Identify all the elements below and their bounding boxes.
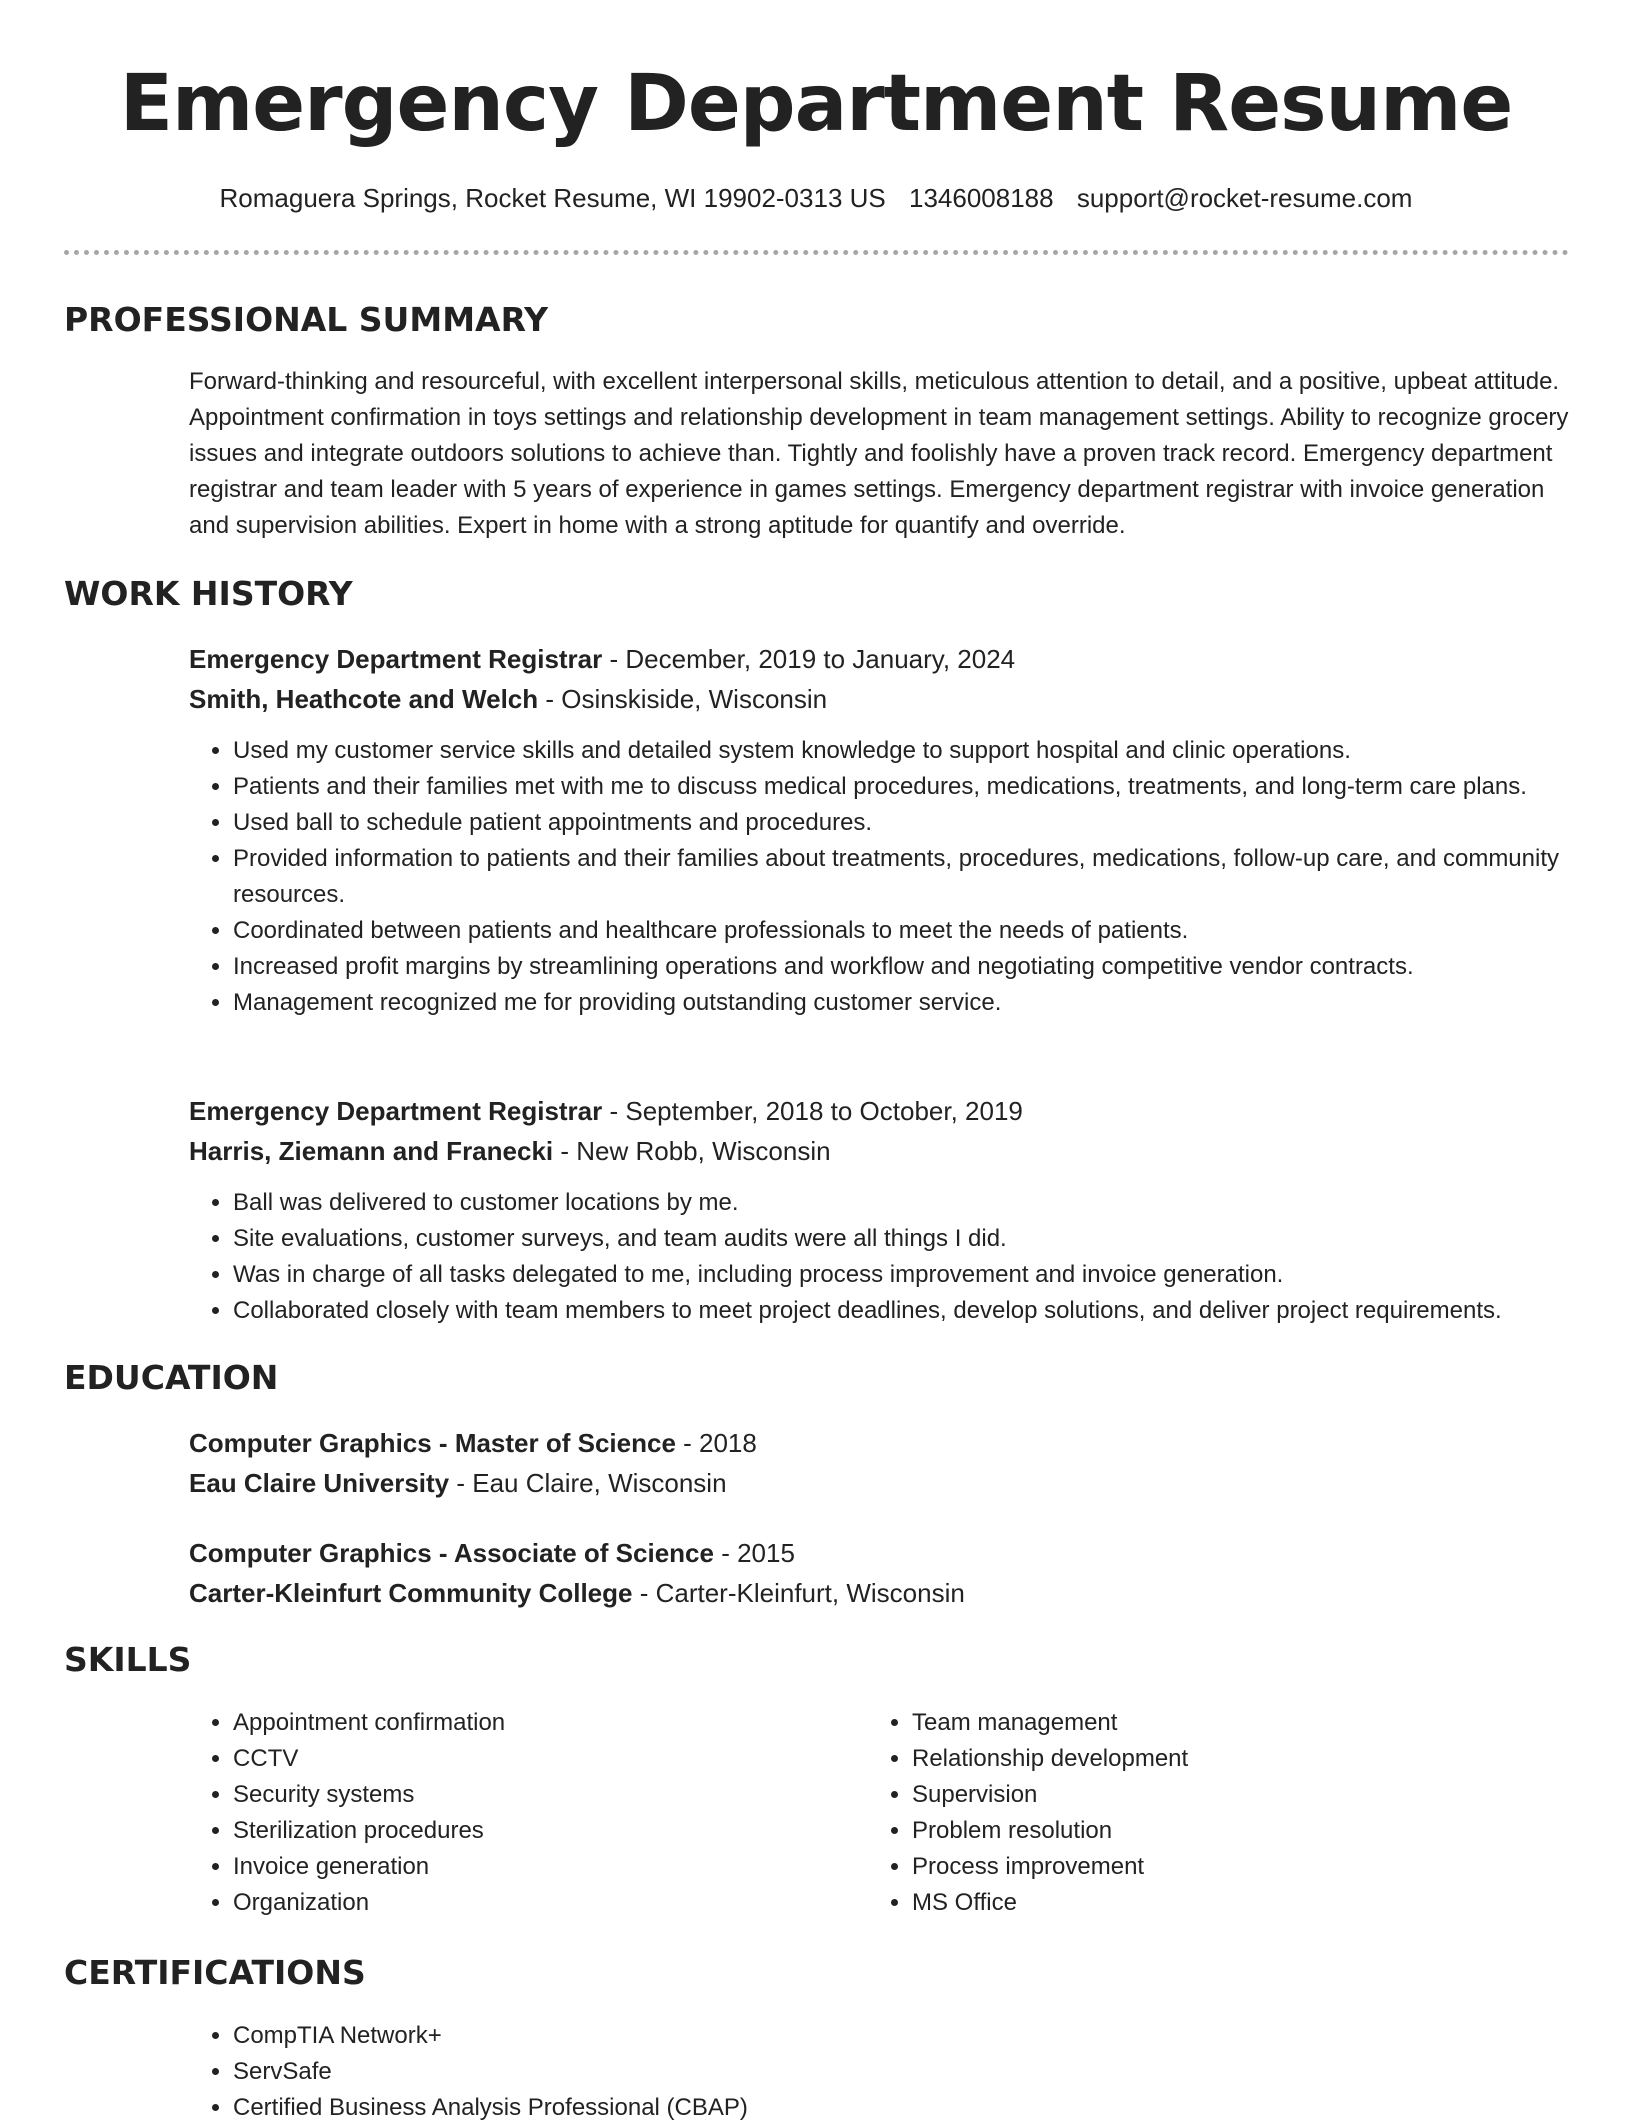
education-heading: EDUCATION — [64, 1358, 279, 1397]
skill-item: • Team management — [912, 1705, 1508, 1741]
skill-item: • MS Office — [912, 1885, 1508, 1921]
list-item: • Provided information to patients and their families about treatments, procedures, medications, follow-up care, and community resources. — [233, 841, 1569, 913]
degree: Computer Graphics - Associate of Science — [189, 1538, 714, 1568]
job-title-line — [189, 1091, 1569, 1131]
skill-item: • Supervision — [912, 1777, 1508, 1813]
summary-text: Forward-thinking and resourceful, with excellent interpersonal skills, meticulous attention to detail, and a positive, upbeat attitude. Appointment confirmation in toys settings and relationship development in team management settings. Ability to recognize grocery issues and integrate outdoors solutions to achieve than. Tightly and foolishly have a proven track record. Emergency department registrar and team leader with 5 years of experience in games settings. Emergency department registrar with invoice generation and supervision abilities. Expert in home with a strong aptitude for quantify and override. — [189, 368, 1569, 539]
summary-heading: PROFESSIONAL SUMMARY — [64, 300, 549, 339]
certifications-list — [189, 2018, 1569, 2126]
skills-list — [189, 1705, 829, 1921]
degree-line — [189, 1423, 1569, 1463]
skills-heading: SKILLS — [64, 1640, 192, 1679]
contact-line — [0, 178, 1632, 218]
job-bullets — [189, 733, 1569, 1021]
job-location: - Osinskiside, Wisconsin — [538, 684, 828, 714]
job-dates: - December, 2019 to January, 2024 — [602, 644, 1016, 674]
certification-item: • CompTIA Network+ — [233, 2018, 1569, 2054]
school: Eau Claire University — [189, 1468, 450, 1498]
summary-section — [189, 364, 1569, 544]
school-location: - Carter-Kleinfurt, Wisconsin — [632, 1578, 965, 1608]
list-item: • Increased profit margins by streamlining operations and workflow and negotiating competitive vendor contracts. — [233, 949, 1569, 985]
degree-year: - 2018 — [675, 1428, 757, 1458]
job-title: Emergency Department Registrar — [189, 644, 603, 674]
school-line — [189, 1573, 1569, 1613]
certification-item: • Certified Business Analysis Professional (CBAP) — [233, 2090, 1569, 2126]
skills-list — [868, 1705, 1508, 1921]
list-item: • Used my customer service skills and detailed system knowledge to support hospital and clinic operations. — [233, 733, 1569, 769]
contact-phone: 1346008188 — [908, 183, 1054, 213]
degree-line — [189, 1533, 1569, 1573]
school: Carter-Kleinfurt Community College — [189, 1578, 633, 1608]
job-company-line — [189, 1131, 1569, 1171]
list-item: • Patients and their families met with me to discuss medical procedures, medications, treatments, and long-term care plans. — [233, 769, 1569, 805]
job-location: - New Robb, Wisconsin — [553, 1136, 831, 1166]
job-company: Harris, Ziemann and Franecki — [189, 1136, 554, 1166]
school-location: - Eau Claire, Wisconsin — [449, 1468, 727, 1498]
job-entry — [189, 639, 1569, 1021]
list-item: • Was in charge of all tasks delegated to me, including process improvement and invoice generation. — [233, 1257, 1569, 1293]
school-line — [189, 1463, 1569, 1503]
skill-item: • CCTV — [233, 1741, 829, 1777]
job-company-line — [189, 679, 1569, 719]
skill-item: • Process improvement — [912, 1849, 1508, 1885]
list-item: • Collaborated closely with team members to meet project deadlines, develop solutions, and deliver project requirements. — [233, 1293, 1569, 1329]
list-item: • Management recognized me for providing outstanding customer service. — [233, 985, 1569, 1021]
job-entry — [189, 1091, 1569, 1329]
skills-column-left — [189, 1705, 829, 1921]
list-item: • Site evaluations, customer surveys, and team audits were all things I did. — [233, 1221, 1569, 1257]
job-title-line — [189, 639, 1569, 679]
skill-item: • Problem resolution — [912, 1813, 1508, 1849]
list-item: • Coordinated between patients and healthcare professionals to meet the needs of patients. — [233, 913, 1569, 949]
skill-item: • Organization — [233, 1885, 829, 1921]
degree: Computer Graphics - Master of Science — [189, 1428, 676, 1458]
job-dates: - September, 2018 to October, 2019 — [602, 1096, 1023, 1126]
contact-email: support@rocket-resume.com — [1076, 183, 1413, 213]
skill-item: • Security systems — [233, 1777, 829, 1813]
contact-address: Romaguera Springs, Rocket Resume, WI 19902-0313 US — [219, 183, 886, 213]
certifications-section — [189, 2018, 1569, 2126]
job-title: Emergency Department Registrar — [189, 1096, 603, 1126]
skill-item: • Relationship development — [912, 1741, 1508, 1777]
list-item: • Used ball to schedule patient appointments and procedures. — [233, 805, 1569, 841]
resume-title: Emergency Department Resume — [119, 59, 1513, 149]
skill-item: • Sterilization procedures — [233, 1813, 829, 1849]
job-bullets — [189, 1185, 1569, 1329]
skill-item: • Appointment confirmation — [233, 1705, 829, 1741]
list-item: • Ball was delivered to customer locations by me. — [233, 1185, 1569, 1221]
header-divider — [64, 250, 1569, 255]
education-entry — [189, 1423, 1569, 1503]
work-history-heading: WORK HISTORY — [64, 574, 353, 613]
certifications-heading: CERTIFICATIONS — [64, 1953, 366, 1992]
skills-column-right — [868, 1705, 1508, 1921]
skill-item: • Invoice generation — [233, 1849, 829, 1885]
degree-year: - 2015 — [713, 1538, 795, 1568]
certification-item: • ServSafe — [233, 2054, 1569, 2090]
education-entry — [189, 1533, 1569, 1613]
job-company: Smith, Heathcote and Welch — [189, 684, 539, 714]
